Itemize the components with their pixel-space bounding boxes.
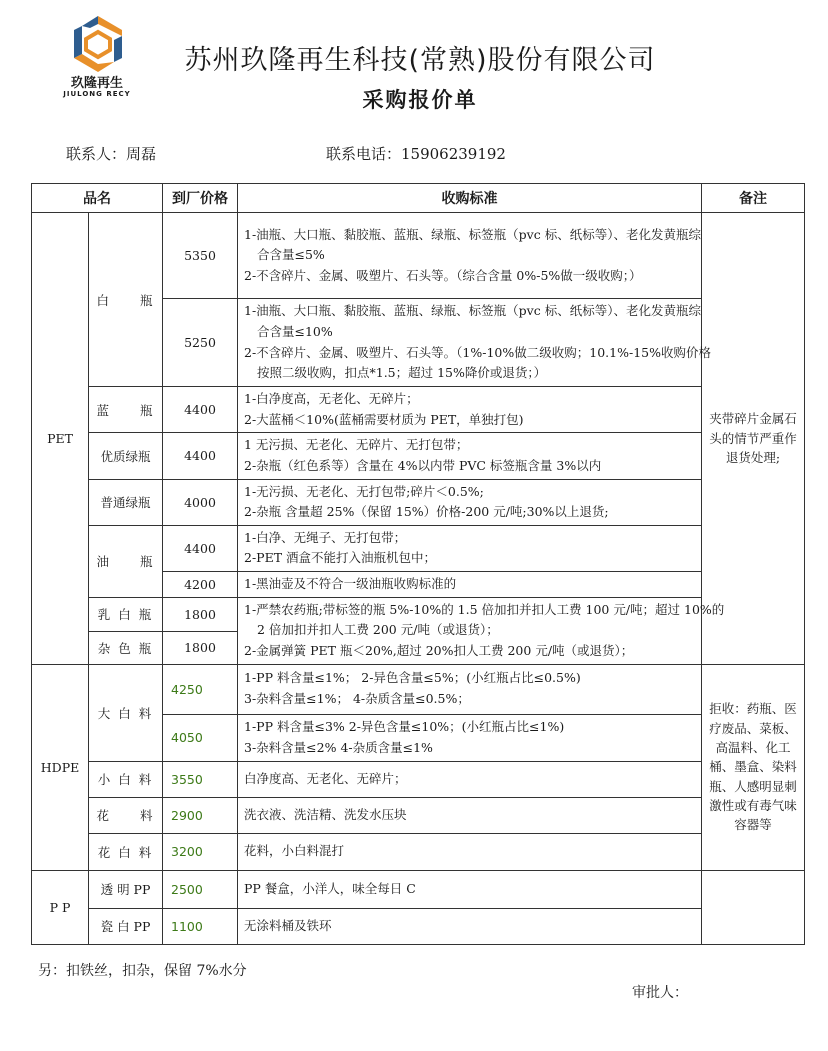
header-remark: 备注: [702, 184, 805, 213]
logo-subtext: JIULONG RECY: [63, 90, 131, 98]
logo-text: 玖隆再生: [70, 76, 123, 91]
table-header-row: [32, 184, 805, 213]
table-row: [32, 664, 805, 714]
standard-cell: 白净度高、无老化、无碎片；: [238, 761, 702, 797]
price-cell: 1800: [163, 631, 238, 664]
item-name: 瓷 白 PP: [89, 908, 163, 944]
header-standard: 收购标准: [238, 184, 702, 213]
price-cell: 4050: [163, 714, 238, 761]
logo-icon: [62, 14, 134, 74]
remark-pp: [702, 870, 805, 944]
standard-cell: 洗衣液、洗洁精、洗发水压块: [238, 797, 702, 833]
standard-cell: 1-油瓶、大口瓶、黏胶瓶、蓝瓶、绿瓶、标签瓶（pvc 标、纸标等）、老化发黄瓶综 合含量≤10% 2-不含碎片、金属、吸塑片、石头等。（1%-10%做二级收购；10.1%-15%收购价格 按照二级收购，扣点*1.5；超过 15%降价或退货；）: [238, 299, 702, 387]
item-name: 小 白 料: [89, 761, 163, 797]
price-cell: 3200: [163, 833, 238, 870]
standard-cell: 无涂料桶及铁环: [238, 908, 702, 944]
price-table: [31, 183, 805, 945]
table-row: [32, 479, 805, 525]
standard-cell: 1-PP 料含量≤3% 2-异色含量≤10%；(小红瓶占比≤1%) 3-杂料含量≤2% 4-杂质含量≤1%: [238, 714, 702, 761]
table-row: [32, 213, 805, 299]
category-pp: P P: [32, 870, 89, 944]
price-cell: 4250: [163, 664, 238, 714]
remark-pet: 夹带碎片金属石头的情节严重作退货处理;: [702, 213, 805, 665]
standard-cell: 1-油瓶、大口瓶、黏胶瓶、蓝瓶、绿瓶、标签瓶（pvc 标、纸标等）、老化发黄瓶综 合含量≤5% 2-不含碎片、金属、吸塑片、石头等。（综合含量 0%-5%做一级收购；）: [238, 213, 702, 299]
standard-cell: 1-黑油壶及不符合一级油瓶收购标准的: [238, 572, 702, 598]
table-row: [32, 387, 805, 433]
standard-cell: 1-PP 料含量≤1%； 2-异色含量≤5%；(小红瓶占比≤0.5%) 3-杂料含量≤1%； 4-杂质含量≤0.5%；: [238, 664, 702, 714]
price-cell: 4200: [163, 572, 238, 598]
item-name: 优质绿瓶: [89, 433, 163, 479]
standard-cell: 1-白净度高，无老化、无碎片； 2-大蓝桶＜10%(蓝桶需要材质为 PET，单独打包): [238, 387, 702, 433]
standard-cell: PP 餐盒，小洋人，味全每日 C: [238, 870, 702, 908]
table-row: [32, 797, 805, 833]
approver-label: 审批人：: [632, 985, 688, 1001]
price-cell: 2900: [163, 797, 238, 833]
item-name: 普通绿瓶: [89, 479, 163, 525]
price-cell: 4400: [163, 525, 238, 571]
price-cell: 5250: [163, 299, 238, 387]
standard-cell: 1 无污损、无老化、无碎片、无打包带； 2-杂瓶（红色系等）含量在 4%以内带 PVC 标签瓶含量 3%以内: [238, 433, 702, 479]
table-row: [32, 908, 805, 944]
item-name: 花 白 料: [89, 833, 163, 870]
table-row: [32, 433, 805, 479]
item-name: 油 瓶: [89, 525, 163, 597]
standard-cell: 花料，小白料混打: [238, 833, 702, 870]
standard-cell: 1-严禁农药瓶;带标签的瓶 5%-10%的 1.5 倍加扣并扣人工费 100 元/吨；超过 10%的 2 倍加扣并扣人工费 200 元/吨（或退货）； 2-金属弹簧 PET 瓶＜20%,超过 20%扣人工费 200 元/吨（或退货）；: [238, 597, 702, 664]
price-cell: 1800: [163, 597, 238, 631]
remark-hdpe: 拒收：药瓶、医疗废品、菜板、高温料、化工桶、墨盒、染料瓶、人感明显刺激性或有毒气味容器等: [702, 664, 805, 870]
price-cell: 4400: [163, 387, 238, 433]
footer-note: 另：扣铁丝，扣杂，保留 7%水分: [38, 963, 247, 979]
price-cell: 3550: [163, 761, 238, 797]
table-row: [32, 761, 805, 797]
table-row: [32, 870, 805, 908]
category-pet: PET: [32, 213, 89, 665]
price-cell: 4000: [163, 479, 238, 525]
standard-cell: 1-无污损、无老化、无打包带;碎片＜0.5%; 2-杂瓶 含量超 25%（保留 15%）价格-200 元/吨;30%以上退货;: [238, 479, 702, 525]
price-cell: 2500: [163, 870, 238, 908]
table-row: [32, 833, 805, 870]
contact-person: 联系人：周磊: [66, 145, 157, 163]
item-name: 乳 白 瓶: [89, 597, 163, 631]
price-cell: 5350: [163, 213, 238, 299]
standard-cell: 1-白净、无绳子、无打包带； 2-PET 酒盒不能打入油瓶机包中；: [238, 525, 702, 571]
item-name: 大 白 料: [89, 664, 163, 761]
item-name: 蓝 瓶: [89, 387, 163, 433]
price-cell: 1100: [163, 908, 238, 944]
header-price: 到厂价格: [163, 184, 238, 213]
table-row: [32, 597, 805, 631]
company-name: 苏州玖隆再生科技(常熟)股份有限公司: [184, 45, 656, 76]
category-hdpe: HDPE: [32, 664, 89, 870]
item-name: 白 瓶: [89, 213, 163, 387]
table-row: [32, 525, 805, 571]
item-name: 透 明 PP: [89, 870, 163, 908]
header-name: 品名: [32, 184, 163, 213]
item-name: 花 料: [89, 797, 163, 833]
item-name: 杂 色 瓶: [89, 631, 163, 664]
document-title: 采购报价单: [362, 88, 478, 112]
price-cell: 4400: [163, 433, 238, 479]
contact-phone: 联系电话：15906239192: [326, 145, 506, 163]
